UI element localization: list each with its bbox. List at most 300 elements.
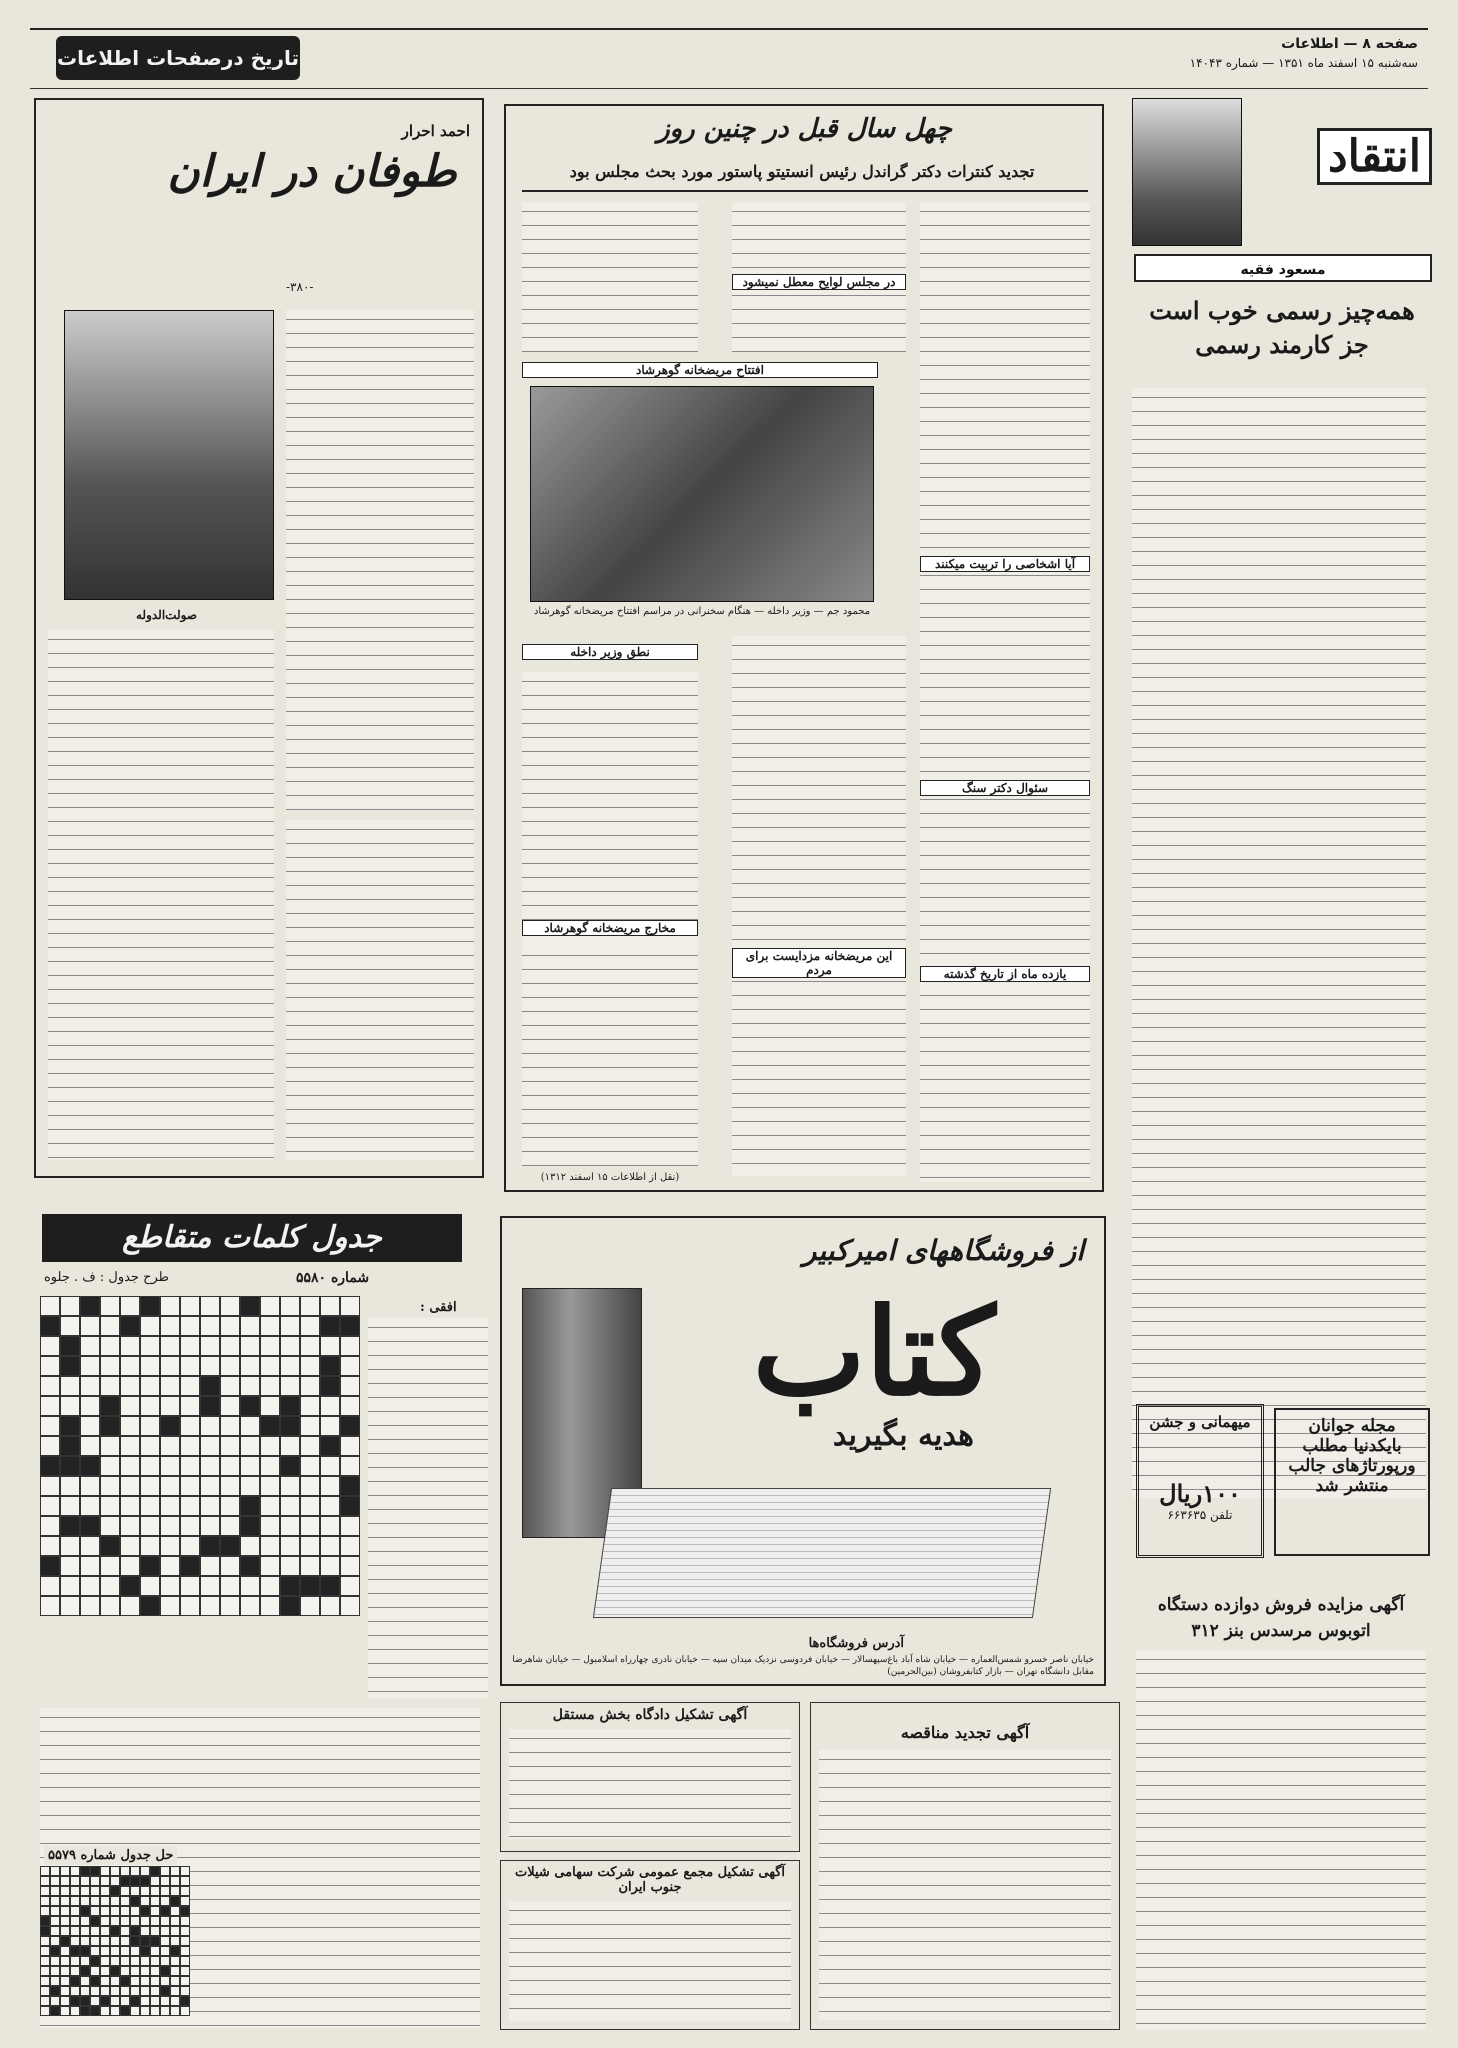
grid-cell (150, 1886, 160, 1896)
grid-cell (60, 1966, 70, 1976)
grid-cell (90, 1886, 100, 1896)
grid-cell (280, 1596, 300, 1616)
grid-cell (280, 1576, 300, 1596)
grid-cell (280, 1536, 300, 1556)
grid-cell (150, 1966, 160, 1976)
grid-cell (200, 1496, 220, 1516)
grid-cell (140, 1336, 160, 1356)
grid-cell (170, 1926, 180, 1936)
grid-cell (60, 1876, 70, 1886)
book-word: کتاب (752, 1282, 996, 1423)
grid-cell (80, 1436, 100, 1456)
ceremony-photo (530, 386, 874, 602)
grid-cell (160, 1436, 180, 1456)
grid-cell (140, 1926, 150, 1936)
grid-cell (80, 1476, 100, 1496)
grid-cell (50, 1886, 60, 1896)
grid-cell (170, 1906, 180, 1916)
grid-cell (300, 1336, 320, 1356)
grid-cell (120, 1916, 130, 1926)
grid-cell (340, 1376, 360, 1396)
grid-cell (130, 1886, 140, 1896)
grid-cell (80, 2006, 90, 2016)
grid-cell (180, 1476, 200, 1496)
grid-cell (90, 1966, 100, 1976)
grid-cell (140, 1436, 160, 1456)
grid-cell (260, 1436, 280, 1456)
grid-cell (220, 1516, 240, 1536)
grid-cell (300, 1596, 320, 1616)
grid-cell (80, 1866, 90, 1876)
grid-cell (160, 1536, 180, 1556)
grid-cell (240, 1456, 260, 1476)
grid-cell (300, 1316, 320, 1336)
grid-cell (140, 1376, 160, 1396)
history-sub-4: نطق وزیر داخله (522, 644, 698, 660)
grid-cell (130, 1936, 140, 1946)
grid-cell (320, 1456, 340, 1476)
grid-cell (140, 1496, 160, 1516)
grid-cell (40, 1496, 60, 1516)
grid-cell (130, 1956, 140, 1966)
grid-cell (180, 1896, 190, 1906)
grid-cell (110, 1996, 120, 2006)
grid-cell (160, 1336, 180, 1356)
grid-cell (120, 1596, 140, 1616)
solution-grid (40, 1866, 190, 2016)
grid-cell (80, 1966, 90, 1976)
grid-cell (160, 1946, 170, 1956)
grid-cell (320, 1476, 340, 1496)
grid-cell (180, 1556, 200, 1576)
grid-cell (40, 1576, 60, 1596)
grid-cell (140, 1356, 160, 1376)
grid-cell (170, 1976, 180, 1986)
grid-cell (160, 1996, 170, 2006)
grid-cell (240, 1356, 260, 1376)
magazine-line4: منتشر شد (1315, 1476, 1389, 1496)
grid-cell (70, 1936, 80, 1946)
grid-cell (180, 1576, 200, 1596)
crossword-grid (40, 1296, 360, 1616)
grid-cell (280, 1376, 300, 1396)
tender-notice (810, 1702, 1120, 2030)
grid-cell (200, 1396, 220, 1416)
grid-cell (120, 1876, 130, 1886)
grid-cell (140, 1456, 160, 1476)
magazine-line2: بایکدنیا مطلب (1302, 1436, 1402, 1456)
grid-cell (120, 1976, 130, 1986)
grid-cell (40, 1556, 60, 1576)
grid-cell (60, 1316, 80, 1336)
grid-cell (80, 1296, 100, 1316)
grid-cell (80, 1886, 90, 1896)
grid-cell (220, 1376, 240, 1396)
grid-cell (220, 1356, 240, 1376)
grid-cell (260, 1396, 280, 1416)
grid-cell (60, 1936, 70, 1946)
grid-cell (60, 1886, 70, 1896)
grid-cell (100, 1416, 120, 1436)
critique-body (1132, 388, 1426, 1498)
grid-cell (110, 1966, 120, 1976)
grid-cell (60, 1396, 80, 1416)
grid-cell (300, 1496, 320, 1516)
grid-cell (260, 1476, 280, 1496)
magazine-line1: مجله جوانان (1308, 1416, 1396, 1436)
grid-cell (240, 1496, 260, 1516)
grid-cell (40, 1316, 60, 1336)
grid-cell (170, 1876, 180, 1886)
grid-cell (120, 1296, 140, 1316)
grid-cell (180, 1946, 190, 1956)
grid-cell (120, 1336, 140, 1356)
grid-cell (80, 1906, 90, 1916)
grid-cell (80, 1376, 100, 1396)
history-sub-6: این مریضخانه مزدایست برای مردم (732, 948, 906, 978)
grid-cell (340, 1396, 360, 1416)
grid-cell (80, 1536, 100, 1556)
grid-cell (200, 1576, 220, 1596)
column-body-3 (286, 820, 474, 1160)
grid-cell (340, 1536, 360, 1556)
grid-cell (150, 1916, 160, 1926)
grid-cell (300, 1576, 320, 1596)
grid-cell (260, 1336, 280, 1356)
grid-cell (70, 1896, 80, 1906)
grid-cell (130, 1996, 140, 2006)
grid-cell (240, 1336, 260, 1356)
party-ad (1136, 1404, 1264, 1558)
grid-cell (110, 1896, 120, 1906)
grid-cell (140, 2006, 150, 2016)
grid-cell (50, 1956, 60, 1966)
grid-cell (150, 1946, 160, 1956)
grid-cell (100, 1866, 110, 1876)
grid-cell (100, 1596, 120, 1616)
grid-cell (120, 1896, 130, 1906)
grid-cell (140, 1316, 160, 1336)
grid-cell (160, 1396, 180, 1416)
grid-cell (160, 1576, 180, 1596)
grid-cell (80, 1956, 90, 1966)
history-text-col-mid (732, 636, 906, 1046)
grid-cell (140, 1986, 150, 1996)
grid-cell (50, 1906, 60, 1916)
grid-cell (100, 1956, 110, 1966)
grid-cell (140, 1906, 150, 1916)
grid-cell (140, 1916, 150, 1926)
grid-cell (300, 1456, 320, 1476)
grid-cell (150, 1866, 160, 1876)
grid-cell (100, 1886, 110, 1896)
grid-cell (320, 1556, 340, 1576)
grid-cell (280, 1416, 300, 1436)
grid-cell (60, 1596, 80, 1616)
grid-cell (60, 2006, 70, 2016)
court-notice (500, 1702, 800, 1852)
history-subtitle: تجدید کنترات دکتر گراندل رئیس انستیتو پاستور مورد بحث مجلس بود (569, 162, 1035, 181)
grid-cell (70, 1866, 80, 1876)
book-address: خیابان ناصر خسرو شمس‌العماره — خیابان شاه آباد باغ‌سپهسالار — خیابان فردوسی نزدیک میدان سپه — خیابان نادری چهارراه اسلامبول — خیابان شاهرضا مقابل دانشگاه تهران — بازار کتابفروشان (بین‌الحرمین) (512, 1655, 1094, 1677)
grid-cell (60, 1356, 80, 1376)
grid-cell (130, 1916, 140, 1926)
grid-cell (100, 1536, 120, 1556)
grid-cell (200, 1456, 220, 1476)
grid-cell (140, 1976, 150, 1986)
grid-cell (50, 1976, 60, 1986)
grid-cell (170, 1966, 180, 1976)
grid-cell (220, 1556, 240, 1576)
grid-cell (40, 1356, 60, 1376)
grid-cell (260, 1596, 280, 1616)
grid-cell (300, 1396, 320, 1416)
grid-cell (300, 1376, 320, 1396)
ceremony-caption: محمود جم — وزیر داخله — هنگام سخنرانی در مراسم افتتاح مریضخانه گوهرشاد (533, 606, 871, 617)
grid-cell (260, 1356, 280, 1376)
grid-cell (60, 1906, 70, 1916)
grid-cell (200, 1436, 220, 1456)
history-header: چهل سال قبل در چنین روز (657, 114, 952, 144)
grid-cell (140, 1476, 160, 1496)
grid-cell (40, 1416, 60, 1436)
grid-cell (130, 1966, 140, 1976)
grid-cell (60, 1516, 80, 1536)
grid-cell (240, 1396, 260, 1416)
grid-cell (170, 1996, 180, 2006)
portrait-caption: صولت‌الدوله (136, 608, 198, 622)
grid-cell (160, 1966, 170, 1976)
grid-cell (160, 1876, 170, 1886)
grid-cell (160, 1886, 170, 1896)
grid-cell (180, 1536, 200, 1556)
grid-cell (40, 1516, 60, 1536)
grid-cell (160, 1866, 170, 1876)
grid-cell (110, 1986, 120, 1996)
book-address-label: آدرس فروشگاه‌ها (808, 1636, 904, 1651)
grid-cell (200, 1516, 220, 1536)
top-rule (30, 28, 1428, 30)
grid-cell (40, 1436, 60, 1456)
grid-cell (60, 1996, 70, 2006)
grid-cell (240, 1536, 260, 1556)
grid-cell (160, 1516, 180, 1536)
history-text-col-right (920, 202, 1090, 1182)
grid-cell (160, 1956, 170, 1966)
grid-cell (220, 1596, 240, 1616)
grid-cell (180, 1296, 200, 1316)
grid-cell (60, 1536, 80, 1556)
grid-cell (40, 1296, 60, 1316)
party-price: ۱۰۰ریال (1159, 1479, 1241, 1508)
grid-cell (130, 1896, 140, 1906)
grid-cell (100, 1436, 120, 1456)
grid-cell (150, 1926, 160, 1936)
grid-cell (40, 1886, 50, 1896)
grid-cell (130, 1906, 140, 1916)
grid-cell (40, 1336, 60, 1356)
grid-cell (240, 1316, 260, 1336)
grid-cell (90, 1986, 100, 1996)
grid-cell (140, 1536, 160, 1556)
column-body-2 (48, 630, 274, 1160)
grid-cell (70, 1986, 80, 1996)
history-sub-5: سئوال دکتر سنگ (920, 780, 1090, 796)
grid-cell (150, 1986, 160, 1996)
grid-cell (40, 1536, 60, 1556)
grid-cell (320, 1336, 340, 1356)
grid-cell (50, 2006, 60, 2016)
grid-cell (130, 1946, 140, 1956)
grid-cell (100, 1476, 120, 1496)
grid-cell (140, 1866, 150, 1876)
magazine-line3: ورپورتاژهای جالب (1288, 1456, 1416, 1476)
grid-cell (180, 1416, 200, 1436)
grid-cell (40, 1996, 50, 2006)
grid-cell (50, 1896, 60, 1906)
grid-cell (100, 1396, 120, 1416)
court-title: آگهی تشکیل دادگاه بخش مستقل (552, 1707, 748, 1723)
grid-cell (320, 1516, 340, 1536)
grid-cell (80, 1936, 90, 1946)
grid-cell (100, 1996, 110, 2006)
book-tagline: هدیه بگیرید (832, 1418, 974, 1453)
grid-cell (120, 1456, 140, 1476)
grid-cell (70, 2006, 80, 2016)
grid-cell (100, 1946, 110, 1956)
grid-cell (320, 1316, 340, 1336)
grid-cell (110, 1886, 120, 1896)
grid-cell (160, 1496, 180, 1516)
history-sub-3: آیا اشخاصی را تربیت میکنند (920, 556, 1090, 572)
grid-cell (140, 1516, 160, 1536)
grid-cell (120, 1396, 140, 1416)
grid-cell (260, 1536, 280, 1556)
grid-cell (200, 1596, 220, 1616)
grid-cell (40, 1866, 50, 1876)
grid-cell (40, 1456, 60, 1476)
grid-cell (120, 2006, 130, 2016)
grid-cell (130, 1976, 140, 1986)
grid-cell (110, 1936, 120, 1946)
grid-cell (200, 1376, 220, 1396)
grid-cell (60, 1866, 70, 1876)
grid-cell (160, 1976, 170, 1986)
grid-cell (130, 1876, 140, 1886)
grid-cell (180, 1886, 190, 1896)
grid-cell (60, 1946, 70, 1956)
grid-cell (180, 1976, 190, 1986)
section-banner: تاریخ درصفحات اطلاعات (56, 36, 300, 80)
grid-cell (160, 1916, 170, 1926)
court-body (509, 1729, 791, 1839)
grid-cell (120, 1556, 140, 1576)
grid-cell (320, 1376, 340, 1396)
grid-cell (320, 1496, 340, 1516)
grid-cell (100, 1316, 120, 1336)
grid-cell (40, 1946, 50, 1956)
grid-cell (110, 1926, 120, 1936)
grid-cell (50, 1936, 60, 1946)
grid-cell (90, 1996, 100, 2006)
grid-cell (120, 1966, 130, 1976)
grid-cell (170, 1986, 180, 1996)
grid-cell (120, 1886, 130, 1896)
grid-cell (100, 1966, 110, 1976)
grid-cell (70, 1996, 80, 2006)
date-line: سه‌شنبه ۱۵ اسفند ماه ۱۳۵۱ — شماره ۱۴۰۴۳ (1189, 56, 1418, 70)
grid-cell (200, 1296, 220, 1316)
grid-cell (50, 1966, 60, 1976)
grid-cell (170, 1946, 180, 1956)
grid-cell (280, 1476, 300, 1496)
grid-cell (80, 1456, 100, 1476)
grid-cell (340, 1416, 360, 1436)
history-sub-8: مخارج مریضخانه گوهرشاد (522, 920, 698, 936)
grid-cell (140, 1936, 150, 1946)
grid-cell (100, 1336, 120, 1356)
grid-cell (260, 1376, 280, 1396)
grid-cell (260, 1296, 280, 1316)
grid-cell (70, 1956, 80, 1966)
grid-cell (40, 1986, 50, 1996)
grid-cell (320, 1596, 340, 1616)
grid-cell (200, 1536, 220, 1556)
grid-cell (200, 1556, 220, 1576)
grid-cell (110, 1906, 120, 1916)
grid-cell (60, 1336, 80, 1356)
grid-cell (220, 1536, 240, 1556)
magazine-ad (1274, 1408, 1430, 1556)
grid-cell (90, 1916, 100, 1926)
grid-cell (160, 1926, 170, 1936)
grid-cell (140, 1416, 160, 1436)
grid-cell (280, 1316, 300, 1336)
grid-cell (140, 1896, 150, 1906)
grid-cell (80, 1356, 100, 1376)
grid-cell (140, 1956, 150, 1966)
grid-cell (320, 1296, 340, 1316)
company-body (509, 1901, 791, 2021)
grid-cell (240, 1596, 260, 1616)
grid-cell (110, 1946, 120, 1956)
grid-cell (120, 1536, 140, 1556)
grid-cell (340, 1336, 360, 1356)
book-store: از فروشگاههای امیرکبیر (802, 1234, 1084, 1267)
grid-cell (100, 1936, 110, 1946)
grid-cell (90, 1976, 100, 1986)
grid-cell (80, 1596, 100, 1616)
grid-cell (160, 1416, 180, 1436)
grid-cell (80, 1496, 100, 1516)
grid-cell (220, 1456, 240, 1476)
grid-cell (160, 1476, 180, 1496)
grid-cell (180, 1916, 190, 1926)
crossword-clues (368, 1318, 488, 1698)
grid-cell (180, 1436, 200, 1456)
grid-cell (280, 1516, 300, 1536)
column-number: -۳۸۰- (286, 280, 314, 294)
grid-cell (180, 1926, 190, 1936)
crossword-number: شماره ۵۵۸۰ (296, 1270, 370, 1286)
grid-cell (120, 1416, 140, 1436)
grid-cell (240, 1296, 260, 1316)
grid-cell (340, 1456, 360, 1476)
grid-cell (320, 1356, 340, 1376)
grid-cell (300, 1516, 320, 1536)
grid-cell (60, 1556, 80, 1576)
grid-cell (50, 1986, 60, 1996)
